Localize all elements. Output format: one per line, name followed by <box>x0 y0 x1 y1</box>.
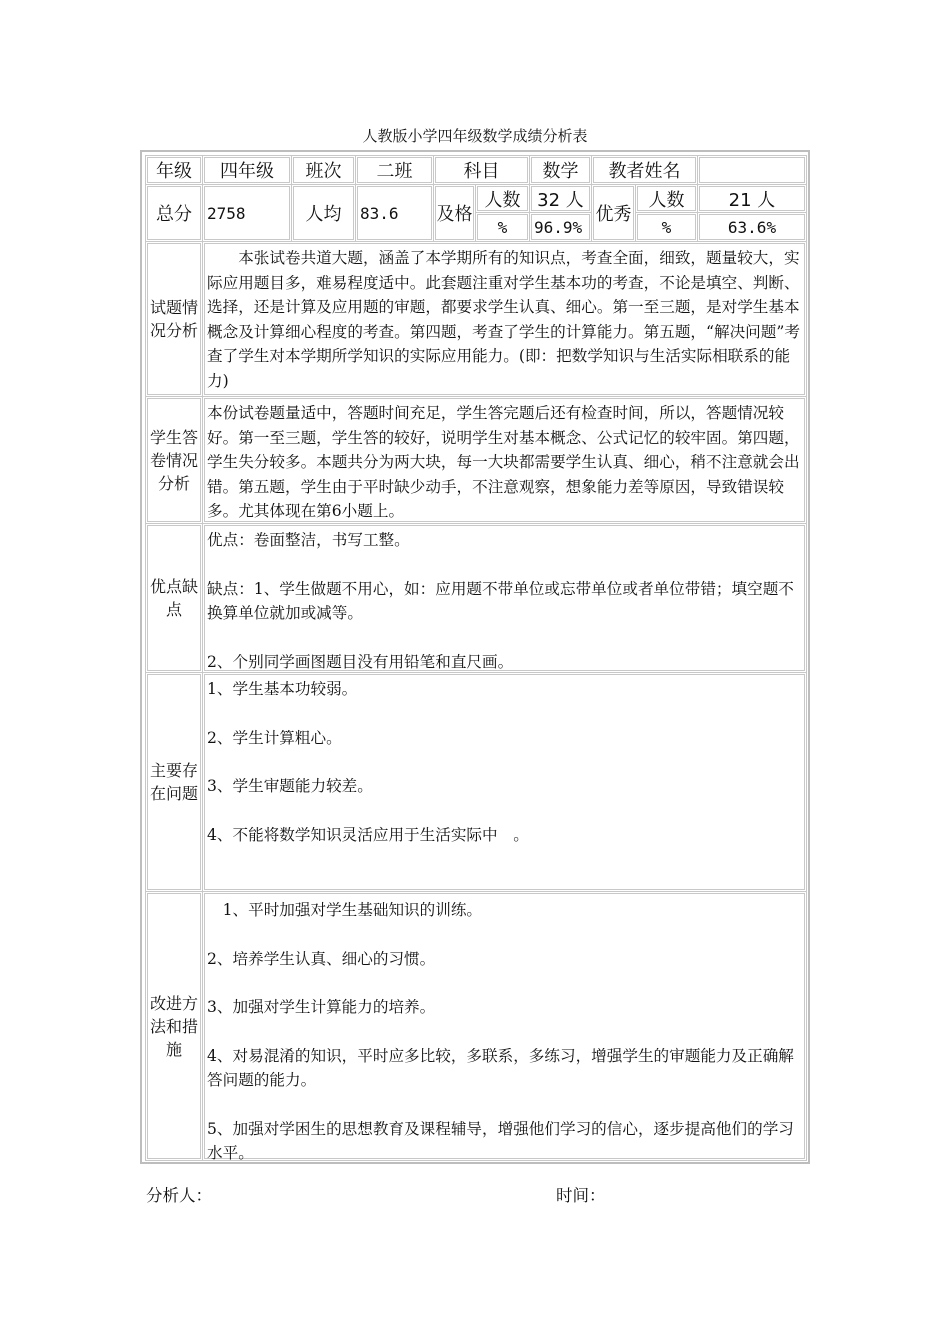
pass-label: 及格 <box>433 184 476 242</box>
total-label: 总分 <box>145 184 203 242</box>
problems-cell <box>202 672 807 892</box>
avg-value: 83.6 <box>355 184 434 242</box>
pass-pct-label: % <box>475 212 530 242</box>
pass-count-value: 32 人 <box>529 184 592 213</box>
score-analysis-table <box>140 150 810 1164</box>
problem-item: 2、学生计算粗心。 <box>207 728 342 747</box>
excellent-count-label: 人数 <box>635 184 698 213</box>
pass-count-label: 人数 <box>475 184 530 213</box>
avg-label: 人均 <box>291 184 356 242</box>
problem-item: 4、不能将数学知识灵活应用于生活实际中 。 <box>207 825 529 844</box>
pros-cons-label: 优点缺点 <box>145 523 203 673</box>
problem-item: 1、学生基本功较弱。 <box>207 680 358 698</box>
improvement-item: 5、加强对学困生的思想教育及课程辅导，增强他们学习的信心，逐步提高他们的学习水平。 <box>207 1119 794 1162</box>
class-label: 班次 <box>291 155 356 185</box>
teacher-value <box>697 155 807 185</box>
exam-analysis-text: 本张试卷共道大题，涵盖了本学期所有的知识点，考查全面，细致，题量较大，实际应用题目多，难易程度适中。此套题注重对学生基本功的考查，不论是填空、判断、选择，还是计算及应用题的审题，都要求学生认真、细心。第一至三题，是对学生基本概念及计算细心程度的考查。第四题，考查了学生的计算能力。第五题，“解决问题”考查了学生对本学期所学知识的实际应用能力。(即：把数学知识与生活实际相联系的能力) <box>207 249 800 390</box>
problem-item: 3、学生审题能力较差。 <box>207 777 373 795</box>
subject-value: 数学 <box>529 155 592 185</box>
improvement-item: 1、平时加强对学生基础知识的训练。 <box>207 901 483 919</box>
excellent-label: 优秀 <box>591 184 636 242</box>
pros-line: 优点：卷面整洁，书写工整。 <box>207 531 410 549</box>
improvement-item: 2、培养学生认真、细心的习惯。 <box>207 949 436 968</box>
time-label: 时间： <box>556 1186 606 1205</box>
answers-analysis-label: 学生答卷情况分析 <box>145 396 203 524</box>
page-title: 人教版小学四年级数学成绩分析表 <box>362 127 588 145</box>
cons-line-2: 2、个别同学画图题目没有用铅笔和直尺画。 <box>207 652 514 671</box>
analyst-label: 分析人： <box>146 1186 212 1205</box>
total-value: 2758 <box>202 184 292 242</box>
improvement-item: 3、加强对学生计算能力的培养。 <box>207 998 436 1016</box>
excellent-pct-label: % <box>635 212 698 242</box>
problems-label: 主要存在问题 <box>145 672 203 892</box>
pass-pct-value: 96.9% <box>529 212 592 242</box>
excellent-count-value: 21 人 <box>697 184 807 213</box>
pros-cons-cell <box>202 523 807 673</box>
excellent-pct-value: 63.6% <box>697 212 807 242</box>
improvement-item: 4、对易混淆的知识，平时应多比较，多联系，多练习，增强学生的审题能力及正确解答问题的能力。 <box>207 1046 794 1089</box>
subject-label: 科目 <box>433 155 530 185</box>
class-value: 二班 <box>355 155 434 185</box>
answers-analysis-cell <box>202 396 807 524</box>
cons-line: 缺点：1、学生做题不用心，如：应用题不带单位或忘带单位或者单位带错；填空题不换算单位就加或减等。 <box>207 579 794 622</box>
exam-analysis-cell <box>202 241 807 397</box>
improvements-label: 改进方法和措施 <box>145 891 203 1161</box>
teacher-label: 教者姓名 <box>591 155 698 185</box>
answers-analysis-text: 本份试卷题量适中，答题时间充足，学生答完题后还有检查时间，所以，答题情况较好。第一至三题，学生答的较好，说明学生对基本概念、公式记忆的较牢固。第四题，学生失分较多。本题共分为两大块，每一大块都需要学生认真、细心，稍不注意就会出错。第五题，学生由于平时缺少动手，不注意观察，想象能力差等原因，导致错误较多。尤其体现在第6小题上。 <box>207 404 800 520</box>
grade-label: 年级 <box>145 155 203 185</box>
exam-analysis-label: 试题情况分析 <box>145 241 203 397</box>
improvements-cell <box>202 891 807 1161</box>
grade-value: 四年级 <box>202 155 292 185</box>
